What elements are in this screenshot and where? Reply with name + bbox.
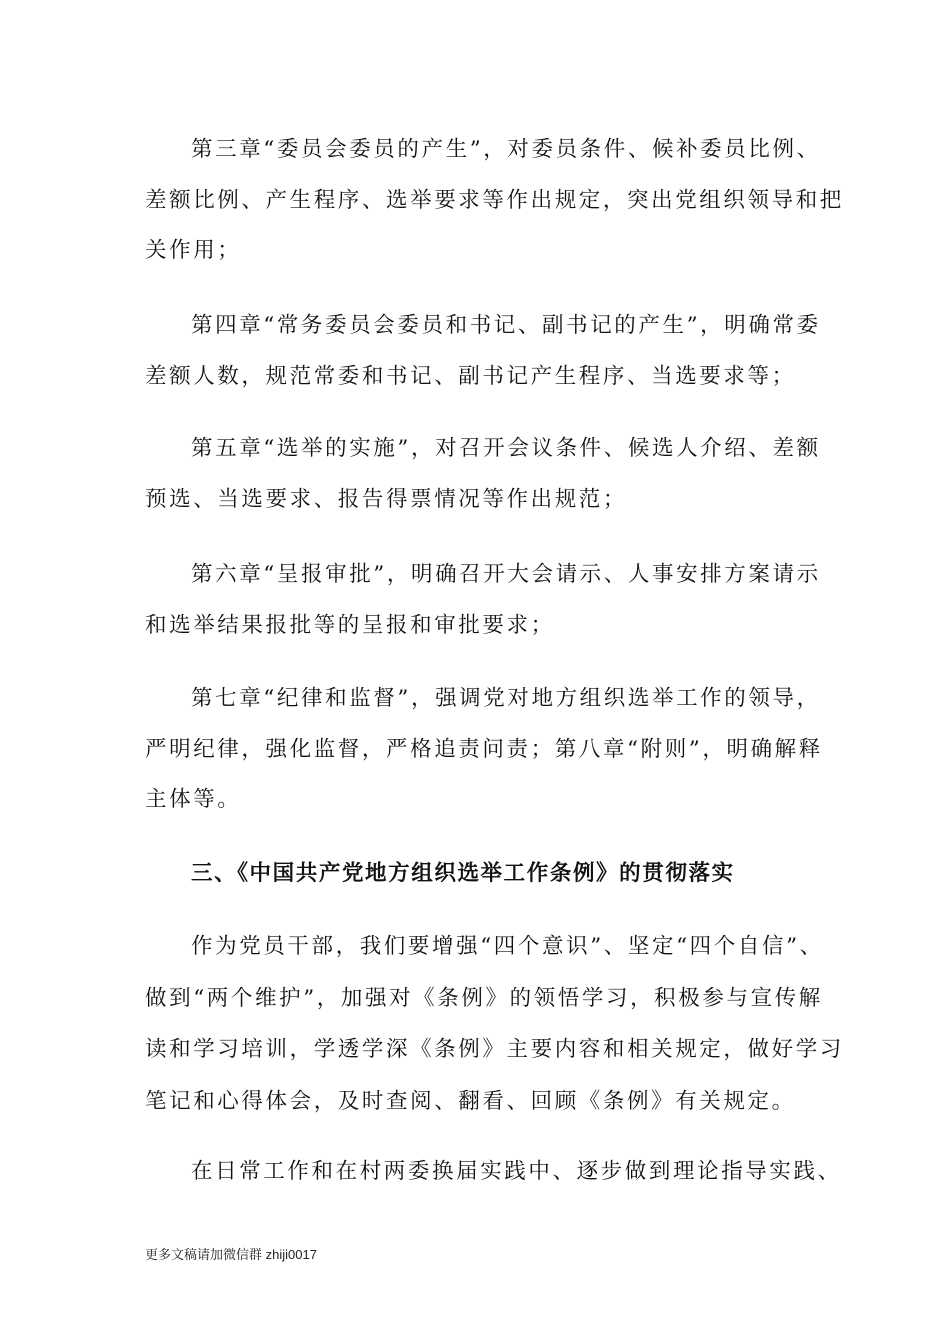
heading-text: 三、《中国共产党地方组织选举工作条例》的贯彻落实: [191, 861, 735, 886]
text-line: 和选举结果报批等的呈报和审批要求；: [145, 613, 555, 638]
text-line: 作为党员干部，我们要增强“四个意识”、坚定“四个自信”、: [191, 934, 824, 959]
text-line: 在日常工作和在村两委换届实践中、逐步做到理论指导实践、: [191, 1159, 842, 1184]
text-line: 笔记和心得体会，及时查阅、翻看、回顾《条例》有关规定。: [145, 1089, 796, 1114]
text-line: 关作用；: [145, 238, 242, 263]
text-line: 读和学习培训，学透学深《条例》主要内容和相关规定，做好学习: [145, 1037, 844, 1062]
text-line: 预选、当选要求、报告得票情况等作出规范；: [145, 487, 628, 512]
text-line: 第四章“常务委员会委员和书记、副书记的产生”，明确常委: [191, 313, 821, 338]
text-line: 严明纪律，强化监督，严格追责问责；第八章“附则”，明确解释: [145, 737, 823, 762]
text-line: 第五章“选举的实施”，对召开会议条件、候选人介绍、差额: [191, 436, 821, 461]
page-footer: 更多文稿请加微信群 zhiji0017: [145, 1247, 317, 1262]
text-line: 第六章“呈报审批”，明确召开大会请示、人事安排方案请示: [191, 562, 821, 587]
text-line: 第七章“纪律和监督”，强调党对地方组织选举工作的领导，: [191, 686, 821, 711]
text-line: 主体等。: [145, 787, 242, 812]
text-line: 差额人数，规范常委和书记、副书记产生程序、当选要求等；: [145, 364, 796, 389]
text-line: 做到“两个维护”，加强对《条例》的领悟学习，积极参与宣传解: [145, 986, 823, 1011]
text-line: 差额比例、产生程序、选举要求等作出规定，突出党组织领导和把: [145, 188, 844, 213]
text-line: 第三章“委员会委员的产生”，对委员条件、候补委员比例、: [191, 137, 821, 162]
